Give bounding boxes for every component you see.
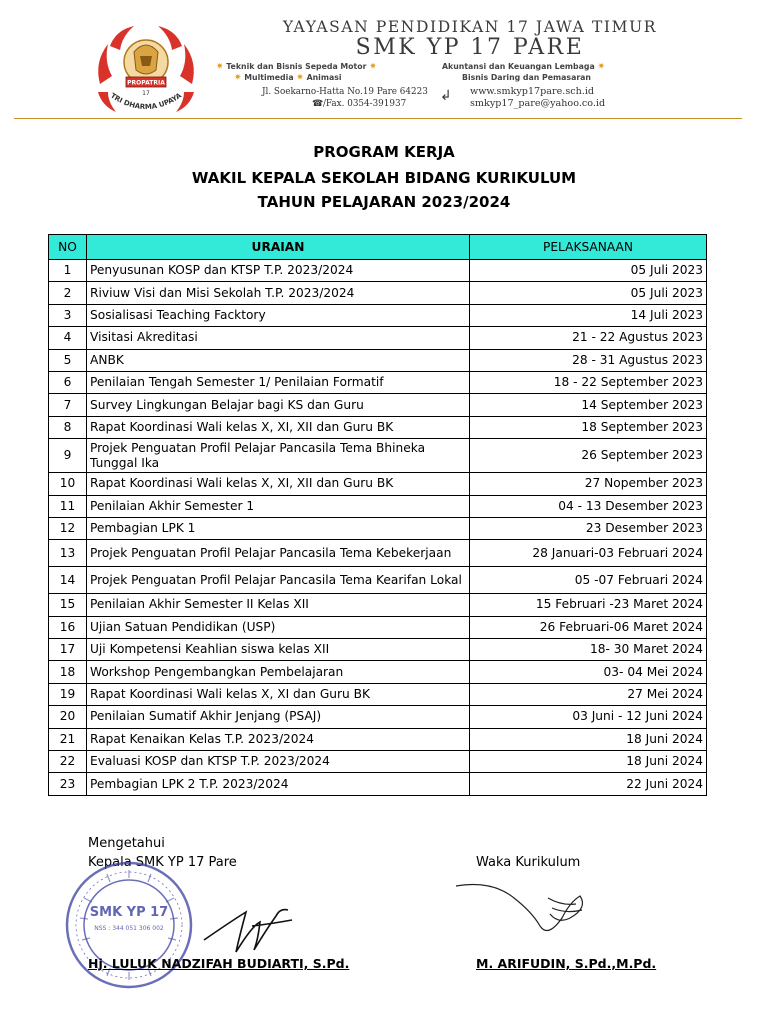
row-no: 7	[49, 394, 87, 416]
program-item: Animasi	[306, 73, 342, 82]
table-row	[49, 706, 707, 728]
table-row	[49, 282, 707, 304]
return-arrow-icon: ↲	[440, 88, 452, 104]
table-row	[49, 540, 707, 567]
row-pelaksanaan: 03- 04 Mei 2024	[470, 661, 707, 683]
row-pelaksanaan: 18 - 22 September 2023	[470, 371, 707, 393]
row-uraian: Uji Kompetensi Keahlian siswa kelas XII	[87, 639, 470, 661]
row-uraian: Projek Penguatan Profil Pelajar Pancasila Tema Bhineka Tunggal Ika	[87, 439, 470, 473]
phone-fax: ☎/Fax. 0354-391937	[312, 99, 407, 109]
document-title: PROGRAM KERJA	[313, 143, 455, 161]
table-row	[49, 371, 707, 393]
program-list	[216, 62, 656, 86]
row-pelaksanaan: 28 - 31 Agustus 2023	[470, 349, 707, 371]
row-uraian: Rapat Koordinasi Wali kelas X, XI, XII dan Guru BK	[87, 416, 470, 438]
address-line: Jl. Soekarno-Hatta No.19 Pare 64223	[262, 87, 428, 97]
program-item: Multimedia	[244, 73, 294, 82]
row-no: 20	[49, 706, 87, 728]
row-pelaksanaan: 15 Februari -23 Maret 2024	[470, 594, 707, 616]
row-uraian: Evaluasi KOSP dan KTSP T.P. 2023/2024	[87, 751, 470, 773]
row-uraian: Penilaian Tengah Semester 1/ Penilaian Formatif	[87, 371, 470, 393]
row-pelaksanaan: 04 - 13 Desember 2023	[470, 495, 707, 517]
table-row	[49, 394, 707, 416]
table-row	[49, 594, 707, 616]
row-no: 5	[49, 349, 87, 371]
school-logo	[90, 22, 202, 120]
table-row	[49, 616, 707, 638]
row-no: 17	[49, 639, 87, 661]
row-uraian: Projek Penguatan Profil Pelajar Pancasila Tema Kebekerjaan	[87, 540, 470, 567]
row-uraian: Rapat Koordinasi Wali kelas X, XI dan Guru BK	[87, 683, 470, 705]
row-uraian: Pembagian LPK 1	[87, 517, 470, 539]
table-row	[49, 751, 707, 773]
row-no: 4	[49, 327, 87, 349]
row-pelaksanaan: 05 -07 Februari 2024	[470, 567, 707, 594]
row-no: 6	[49, 371, 87, 393]
star-icon: ✷	[216, 62, 224, 72]
row-uraian: Projek Penguatan Profil Pelajar Pancasila Tema Kearifan Lokal	[87, 567, 470, 594]
star-icon: ✷	[597, 62, 605, 72]
star-icon: ✷	[369, 62, 377, 72]
school-contact	[470, 86, 605, 110]
row-no: 22	[49, 751, 87, 773]
letterhead	[0, 0, 768, 118]
row-pelaksanaan: 03 Juni - 12 Juni 2024	[470, 706, 707, 728]
table-row	[49, 683, 707, 705]
header-uraian: URAIAN	[87, 235, 470, 260]
document-year: TAHUN PELAJARAN 2023/2024	[257, 193, 511, 211]
table-row	[49, 567, 707, 594]
school-address	[262, 86, 428, 110]
row-no: 19	[49, 683, 87, 705]
row-pelaksanaan: 26 September 2023	[470, 439, 707, 473]
program-item: Teknik dan Bisnis Sepeda Motor	[226, 62, 367, 71]
row-pelaksanaan: 27 Mei 2024	[470, 683, 707, 705]
row-uraian: Ujian Satuan Pendidikan (USP)	[87, 616, 470, 638]
vice-principal-title: Waka Kurikulum	[476, 855, 581, 870]
vice-principal-signature	[452, 878, 597, 950]
table-row	[49, 349, 707, 371]
row-uraian: Rapat Koordinasi Wali kelas X, XI, XII dan Guru BK	[87, 473, 470, 495]
table-row	[49, 661, 707, 683]
row-no: 11	[49, 495, 87, 517]
row-pelaksanaan: 26 Februari-06 Maret 2024	[470, 616, 707, 638]
table-row	[49, 517, 707, 539]
row-uraian: Penilaian Akhir Semester 1	[87, 495, 470, 517]
table-row	[49, 495, 707, 517]
logo-number: 17	[142, 90, 150, 97]
header-pelaksanaan: PELAKSANAAN	[470, 235, 707, 260]
row-uraian: ANBK	[87, 349, 470, 371]
row-pelaksanaan: 21 - 22 Agustus 2023	[470, 327, 707, 349]
program-item: Bisnis Daring dan Pemasaran	[462, 73, 591, 82]
row-uraian: Visitasi Akreditasi	[87, 327, 470, 349]
table-row	[49, 327, 707, 349]
school-name: SMK YP 17 PARE	[355, 35, 585, 60]
school-website: www.smkyp17pare.sch.id	[470, 86, 595, 97]
table-row	[49, 728, 707, 750]
row-pelaksanaan: 05 Juli 2023	[470, 260, 707, 282]
school-email: smkyp17_pare@yahoo.co.id	[470, 98, 606, 109]
foundation-name: YAYASAN PENDIDIKAN 17 JAWA TIMUR	[282, 18, 658, 36]
row-uraian: Workshop Pengembangkan Pembelajaran	[87, 661, 470, 683]
program-item: Akuntansi dan Keuangan Lembaga	[442, 62, 595, 71]
logo-banner-text: PROPATRIA	[127, 79, 165, 87]
table-row	[49, 439, 707, 473]
star-icon: ✷	[296, 73, 304, 83]
row-uraian: Pembagian LPK 2 T.P. 2023/2024	[87, 773, 470, 795]
row-no: 23	[49, 773, 87, 795]
table-row	[49, 773, 707, 795]
vice-principal-name: M. ARIFUDIN, S.Pd.,M.Pd.	[476, 956, 657, 971]
row-no: 21	[49, 728, 87, 750]
acknowledged-label: Mengetahui	[88, 836, 165, 851]
row-uraian: Penyusunan KOSP dan KTSP T.P. 2023/2024	[87, 260, 470, 282]
table-row	[49, 260, 707, 282]
row-pelaksanaan: 18 September 2023	[470, 416, 707, 438]
logo-motto: TRI DHARMA UPAYA	[108, 91, 184, 112]
table-row	[49, 639, 707, 661]
row-no: 10	[49, 473, 87, 495]
row-uraian: Penilaian Akhir Semester II Kelas XII	[87, 594, 470, 616]
row-uraian: Sosialisasi Teaching Facktory	[87, 304, 470, 326]
row-pelaksanaan: 27 Nopember 2023	[470, 473, 707, 495]
row-pelaksanaan: 14 September 2023	[470, 394, 707, 416]
row-pelaksanaan: 05 Juli 2023	[470, 282, 707, 304]
row-pelaksanaan: 18 Juni 2024	[470, 751, 707, 773]
row-uraian: Penilaian Sumatif Akhir Jenjang (PSAJ)	[87, 706, 470, 728]
row-uraian: Survey Lingkungan Belajar bagi KS dan Guru	[87, 394, 470, 416]
row-no: 13	[49, 540, 87, 567]
row-no: 15	[49, 594, 87, 616]
header-no: NO	[49, 235, 87, 260]
table-header-row	[49, 235, 707, 260]
row-no: 1	[49, 260, 87, 282]
row-no: 18	[49, 661, 87, 683]
row-no: 9	[49, 439, 87, 473]
row-no: 14	[49, 567, 87, 594]
table-row	[49, 473, 707, 495]
row-pelaksanaan: 18- 30 Maret 2024	[470, 639, 707, 661]
table-row	[49, 416, 707, 438]
principal-signature	[200, 900, 295, 960]
stamp-school: SMK YP 17	[89, 905, 169, 920]
row-no: 3	[49, 304, 87, 326]
star-icon: ✷	[234, 73, 242, 83]
principal-title: Kepala SMK YP 17 Pare	[88, 855, 237, 870]
row-no: 12	[49, 517, 87, 539]
row-pelaksanaan: 22 Juni 2024	[470, 773, 707, 795]
row-uraian: Riviuw Visi dan Misi Sekolah T.P. 2023/2024	[87, 282, 470, 304]
row-pelaksanaan: 23 Desember 2023	[470, 517, 707, 539]
letterhead-rule	[14, 118, 742, 119]
table-row	[49, 304, 707, 326]
row-pelaksanaan: 14 Juli 2023	[470, 304, 707, 326]
row-no: 16	[49, 616, 87, 638]
row-pelaksanaan: 18 Juni 2024	[470, 728, 707, 750]
letterhead-titles	[210, 18, 730, 60]
principal-name: Hj. LULUK NADZIFAH BUDIARTI, S.Pd.	[88, 956, 350, 971]
document-subtitle: WAKIL KEPALA SEKOLAH BIDANG KURIKULUM	[191, 169, 577, 187]
program-table	[48, 234, 707, 796]
stamp-nss: NSS : 344 051 306 002	[94, 925, 164, 932]
school-stamp	[62, 858, 197, 993]
row-uraian: Rapat Kenaikan Kelas T.P. 2023/2024	[87, 728, 470, 750]
row-no: 8	[49, 416, 87, 438]
row-pelaksanaan: 28 Januari-03 Februari 2024	[470, 540, 707, 567]
row-no: 2	[49, 282, 87, 304]
